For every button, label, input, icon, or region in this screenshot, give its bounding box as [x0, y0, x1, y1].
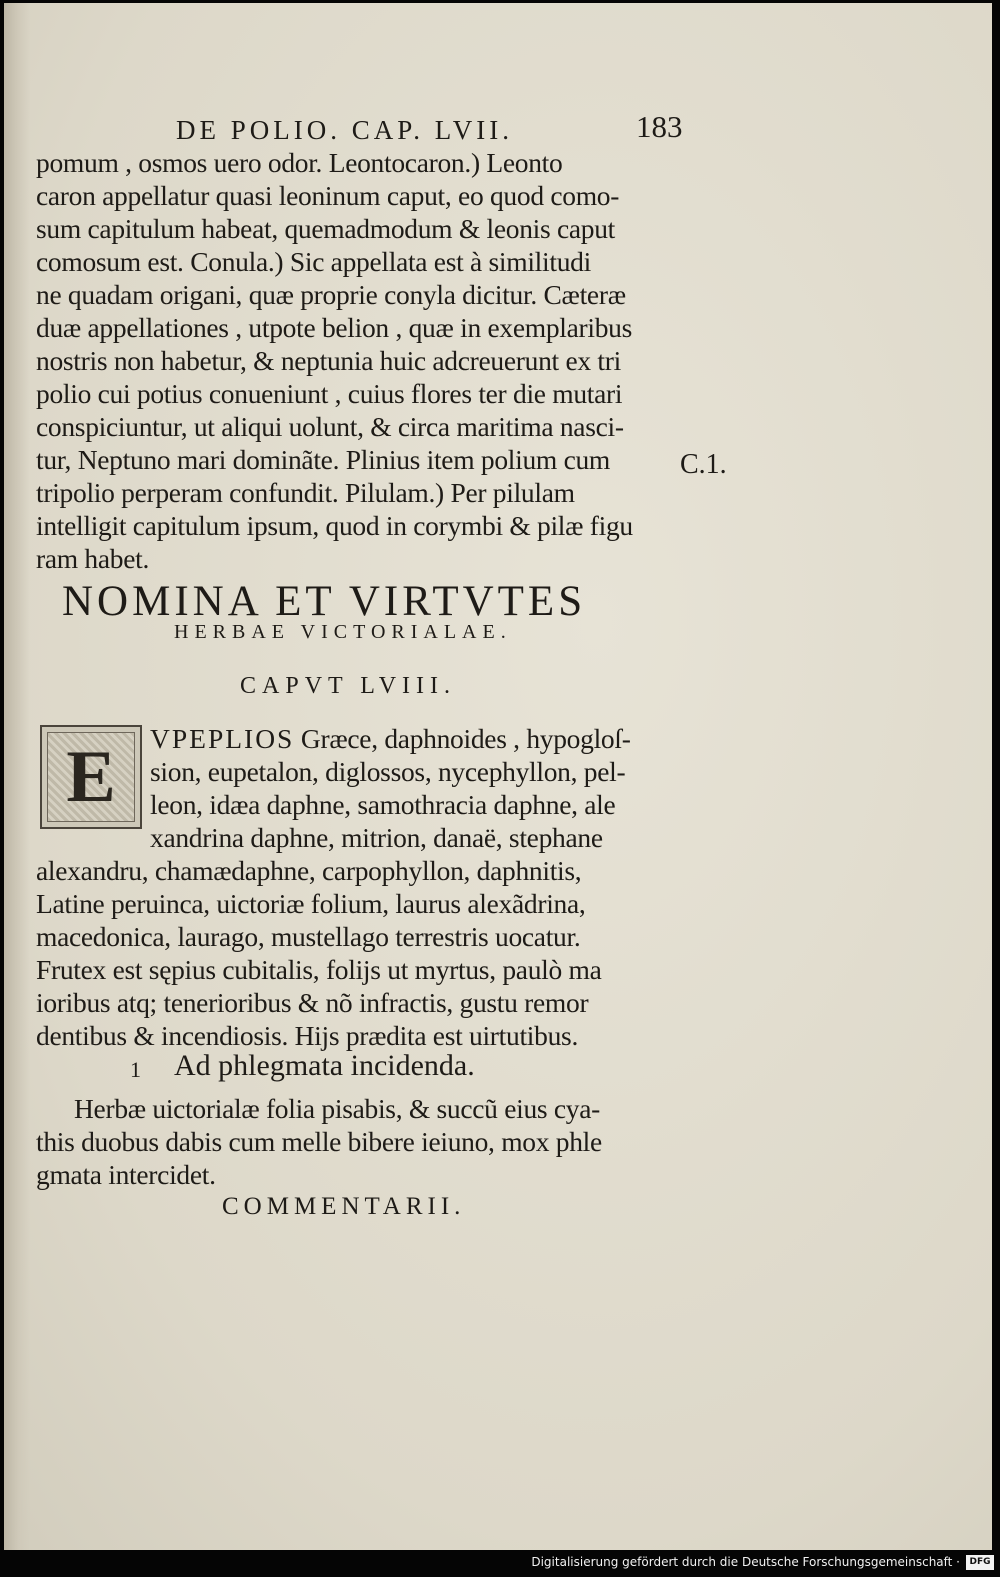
chapter-subtitle: HERBAE VICTORIALAE. — [174, 621, 512, 643]
first-word: VPEPLIOS — [150, 723, 295, 754]
commentary-line: polio cui potius conueniunt , cuius flores ter die mutari — [36, 378, 623, 409]
chapter-line: macedonica, laurago, mustellago terrestris uocatur. — [36, 921, 581, 952]
section-number: 1 — [130, 1057, 141, 1082]
remedy-line: Herbæ uictorialæ folia pisabis, & succũ eius cya- — [74, 1093, 600, 1124]
commentary-line: tur, Neptuno mari dominãte. Plinius item polium cum — [36, 444, 611, 475]
dfg-logo: DFG — [966, 1555, 994, 1570]
remedy-line: gmata intercidet. — [36, 1159, 216, 1190]
chapter-line: Frutex est sępius cubitalis, folijs ut myrtus, paulò ma — [36, 954, 602, 985]
commentary-line: comosum est. Conula.) Sic appellata est à similitudi — [36, 246, 591, 277]
remedy-line: this duobus dabis cum melle bibere ieiuno, mox phle — [36, 1126, 602, 1157]
chapter-indented-line: sion, eupetalon, diglossos, nycephyllon, pel- — [150, 756, 626, 787]
chapter-first-line — [150, 723, 631, 755]
commentary-line: ne quadam origani, quæ proprie conyla dicitur. Cæteræ — [36, 279, 626, 310]
commentary-line: duæ appellationes , utpote belion , quæ in exemplaribus — [36, 312, 633, 343]
chapter-indented-line: xandrina daphne, mitrion, danaë, stephane — [150, 822, 603, 853]
commentary-line: nostris non habetur, & neptunia huic adcreuerunt ex tri — [36, 345, 621, 376]
chapter-number: CAPVT LVIII. — [240, 673, 457, 699]
initial-woodcut-frame — [47, 732, 135, 822]
chapter-line: Latine peruinca, uictoriæ folium, laurus alexãdrina, — [36, 888, 586, 919]
commentary-line: intelligit capitulum ipsum, quod in corymbi & pilæ figu — [36, 510, 633, 541]
page-gutter-shadow — [4, 3, 30, 1550]
commentary-line: conspiciuntur, ut aliqui uolunt, & circa maritima nasci- — [36, 411, 624, 442]
commentary-line: ram habet. — [36, 543, 150, 574]
running-head: DE POLIO. CAP. LVII. — [176, 115, 514, 145]
chapter-line: dentibus & incendiosis. Hijs prædita est uirtutibus. — [36, 1020, 579, 1051]
footer-credit: Digitalisierung gefördert durch die Deutsche Forschungsgemeinschaft · — [531, 1555, 960, 1569]
chapter-indented-line: leon, idæa daphne, samothracia daphne, ale — [150, 789, 616, 820]
commentary-line: pomum , osmos uero odor. Leontocaron.) Leonto — [36, 147, 563, 178]
section-heading: Ad phlegmata incidenda. — [174, 1049, 475, 1082]
commentary-heading: COMMENTARII. — [222, 1193, 466, 1220]
marginal-note: C.1. — [680, 449, 727, 480]
commentary-line: tripolio perperam confundit. Pilulam.) Per pilulam — [36, 477, 575, 508]
chapter-line: alexandru, chamædaphne, carpophyllon, daphnitis, — [36, 855, 582, 886]
chapter-line: ioribus atq; tenerioribus & nõ infractis, gustu remor — [36, 987, 589, 1018]
decorated-initial — [40, 725, 142, 829]
chapter-title: NOMINA ET VIRTVTES — [62, 578, 587, 625]
first-line-rest: Græce, daphnoides , hypogloſ- — [294, 723, 631, 754]
commentary-line: caron appellatur quasi leoninum caput, eo quod como- — [36, 180, 620, 211]
folio-number: 183 — [636, 109, 683, 144]
book-page — [4, 3, 992, 1550]
initial-letter: E — [66, 736, 116, 818]
commentary-line: sum capitulum habeat, quemadmodum & leonis caput — [36, 213, 616, 244]
